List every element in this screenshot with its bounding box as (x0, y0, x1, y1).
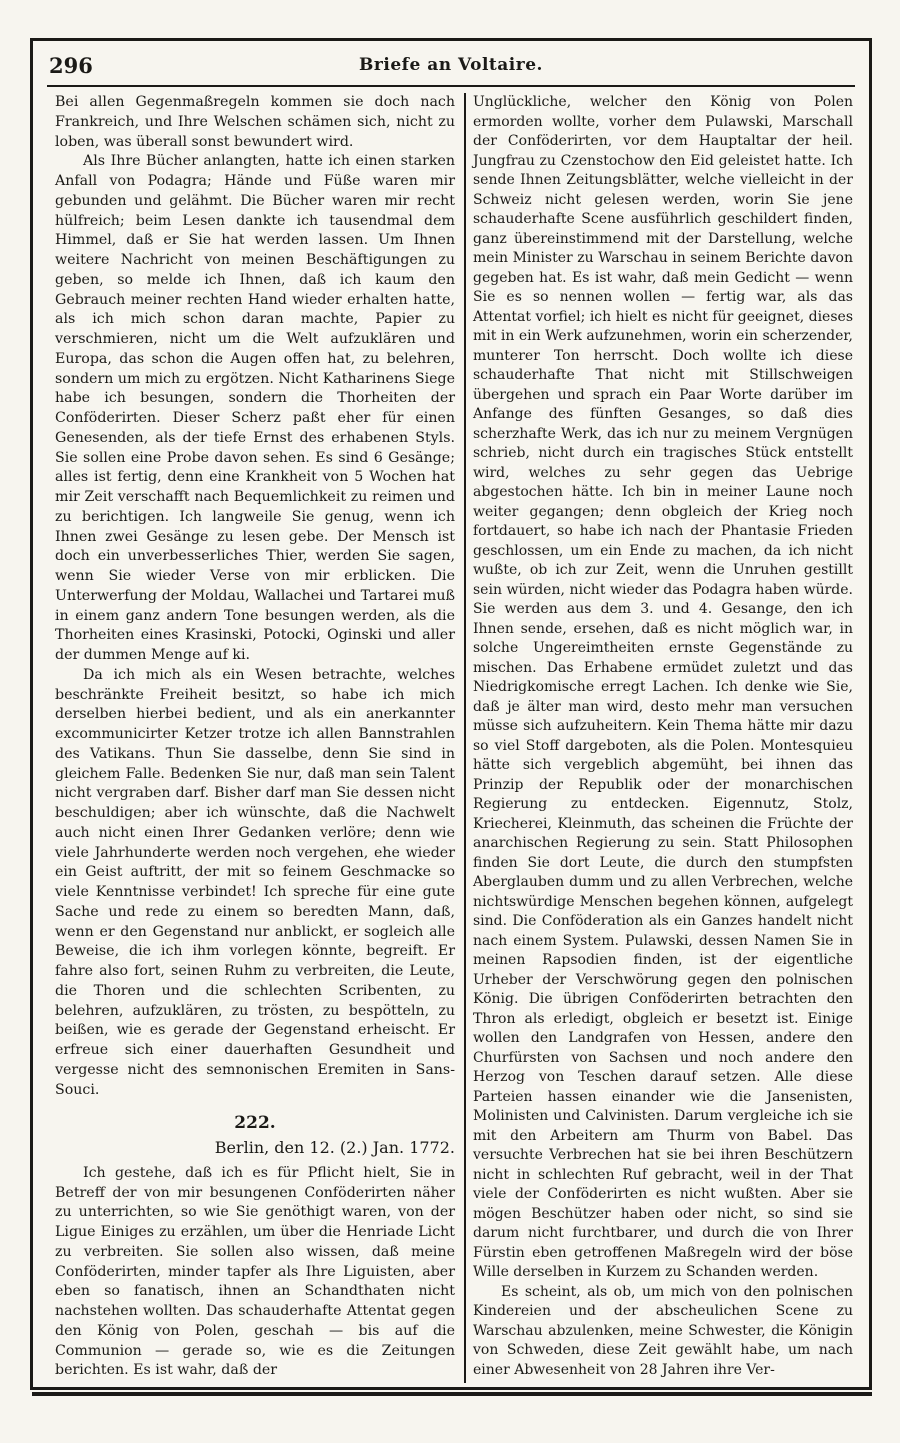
paragraph: Ich gestehe, daß ich es für Pflicht hielt, Sie in Betreff der von mir besungenen Conföderirten näher zu unterrichten, so wie Sie genöthigt waren, von der Ligue Einiges zu erzählen, um über die Henriade Licht zu verbreiten. Sie sollen also wissen, daß meine Conföderirten, minder tapfer als Ihre Liguisten, aber eben so fanatisch, ihnen an Schandthaten nicht nachstehen wollten. Das schauderhafte Attentat gegen den König von Polen, geschah — bis auf die Communion — gerade so, wie es die Zeitungen berichten. Es ist wahr, daß der (55, 1164, 455, 1379)
paragraph: Da ich mich als ein Wesen betrachte, welches beschränkte Freiheit besitzt, so habe ich mich derselben hierbei bedient, und als ein anerkannter excommunicirter Ketzer trotze ich allen Bannstrahlen des Vatikans. Thun Sie dasselbe, denn Sie sind in gleichem Falle. Bedenken Sie nur, daß man sein Talent nicht vergraben darf. Bisher darf man Sie dessen nicht beschuldigen; aber ich wünschte, daß die Nachwelt auch nicht einen Ihrer Gedanken verlöre; denn wie viele Jahrhunderte werden noch vergehen, ehe wieder ein Geist auftritt, der mit so feinem Geschmacke so viele Kenntnisse verbindet! Ich spreche für eine gute Sache und rede zu einem so beredten Mann, daß, wenn er den Gegenstand nur anblickt, er sogleich alle Beweise, die ich ihm vorlegen könnte, begreift. Er fahre also fort, seinen Ruhm zu verbreiten, die Leute, die Thoren und die schlechten Scribenten, zu belehren, aufzuklären, zu trösten, zu bespötteln, zu beißen, wie es gerade der Gegenstand erheischt. Er erfreue sich einer dauerhaften Gesundheit und vergesse nicht des semnonischen Eremiten in Sans-Souci. (55, 666, 455, 1098)
page-frame (30, 38, 872, 1390)
letter-number: 222. (234, 1113, 276, 1134)
paragraph: Unglückliche, welcher den König von Polen ermorden wollte, vorher dem Pulawski, Marschall der Conföderirten, vor dem Hauptaltar der heil. Jungfrau zu Czenstochow den Eid geleistet hatte. Ich sende Ihnen Zeitungsblätter, welche vielleicht in der Schweiz nicht gelesen werden, worin Sie jene schauderhafte Scene ausführlich geschildert finden, ganz übereinstimmend mit der Darstellung, welche mein Minister zu Warschau in seinem Berichte davon gegeben hat. Es ist wahr, daß mein Gedicht — wenn Sie es so nennen wollen — fertig war, als das Attentat vorfiel; ich hielt es nicht für geeignet, dieses mit in ein Werk aufzunehmen, worin ein scherzender, munterer Ton herrscht. Doch wollte ich diese schauderhafte That nicht mit Stillschweigen übergehen und sprach ein Paar Worte darüber im Anfange des fünften Gesanges, so daß dies scherzhafte Werk, das ich nur zu meinem Vergnügen schrieb, nicht durch ein tragisches Stück entstellt wird, welches zu sehr gegen das Uebrige abgestochen hätte. Ich bin in meiner Laune noch weiter gegangen; denn obgleich der Krieg noch fortdauert, so habe ich nach der Phantasie Frieden geschlossen, um ein Ende zu machen, da ich nicht wußte, ob ich zur Zeit, wenn die Unruhen gestillt sein würden, nicht wieder das Podagra haben würde. Sie werden aus dem 3. und 4. Gesange, den ich Ihnen sende, ersehen, daß es nicht möglich war, in solche Ungereimtheiten ernste Gegenstände zu mischen. Das Erhabene ermüdet zuletzt und das Niedrigkomische erregt Lachen. Ich denke wie Sie, daß je älter man wird, desto mehr man versuchen müsse sich aufzuheitern. Kein Thema hätte mir dazu so viel Stoff dargeboten, als die Polen. Montesquieu hätte sich vergeblich abgemüht, bei ihnen das Prinzip der Republik oder der monarchischen Regierung zu entdecken. Eigennutz, Stolz, Kriecherei, Kleinmuth, das scheinen die Früchte der anarchischen Regierung zu sein. Statt Philosophen finden Sie dort Leute, die durch den stumpfsten Aberglauben dumm und zu allen Verbrechen, welche nichtswürdige Menschen begehen können, aufgelegt sind. Die Conföderation als ein Ganzes handelt nicht nach einem System. Pulawski, dessen Namen Sie in meinen Rapsodien finden, ist der eigentliche Urheber der Verschwörung gegen den polnischen König. Die übrigen Conföderirten betrachten den Thron als erledigt, obgleich er besetzt ist. Einige wollen den Landgrafen von Hessen, andere den Churfürsten von Sachsen und noch andere den Herzog von Teschen darauf setzen. Alle diese Parteien hassen einander wie die Jansenisten, Molinisten und Calvinisten. Darum vergleiche ich sie mit den Arbeitern am Thurm von Babel. Das versuchte Verbrechen hat sie bei ihren Beschützern nicht in schlechten Ruf gebracht, weil in der That viele der Conföderirten es nicht wußten. Aber sie mögen Beschützer haben oder nicht, so sind sie darum nicht furchtbarer, und durch die von Ihrer Fürstin eben getroffenen Maßregeln wird der böse Wille derselben in Kurzem zu Schanden werden. (473, 94, 853, 1280)
running-title: Briefe an Voltaire. (359, 55, 543, 75)
page-header (47, 49, 855, 87)
page-number: 296 (49, 53, 93, 78)
page-bottom-rule (32, 1392, 872, 1396)
paragraph: Als Ihre Bücher anlangten, hatte ich einen starken Anfall von Podagra; Hände und Füße waren mir gebunden und gelähmt. Die Bücher waren mir recht hülfreich; beim Lesen dankte ich tausendmal dem Himmel, daß er Sie hat werden lassen. Um Ihnen weitere Nachricht von meinen Beschäftigungen zu geben, so melde ich Ihnen, daß ich kaum den Gebrauch meiner rechten Hand wieder erhalten hatte, als ich mich schon daran machte, Papier zu verschmieren, nicht um die Welt aufzuklären und Europa, das schon die Augen offen hat, zu belehren, sondern um mich zu ergötzen. Nicht Katharinens Siege habe ich besungen, sondern die Thorheiten der Conföderirten. Dieser Scherz paßt eher für einen Genesenden, als der tiefe Ernst des erhabenen Styls. Sie sollen eine Probe davon sehen. Es sind 6 Gesänge; alles ist fertig, denn eine Krankheit von 5 Wochen hat mir Zeit verschafft nach Bequemlichkeit zu reimen und zu berichtigen. Ich langweile Sie genug, wenn ich Ihnen zwei Gesänge zu lesen gebe. Der Mensch ist doch ein unverbesserliches Thier, werden Sie sagen, wenn Sie wieder Verse von mir erblicken. Die Unterwerfung der Moldau, Wallachei und Tartarei muß in einem ganz andern Tone besungen werden, als die Thorheiten eines Krasinski, Potocki, Oginski und aller der dummen Menge auf ki. (55, 153, 455, 663)
letter-dateline: Berlin, den 12. (2.) Jan. 1772. (214, 1138, 455, 1157)
column-divider (464, 93, 466, 1383)
paragraph: Bei allen Gegenmaßregeln kommen sie doch nach Frankreich, und Ihre Welschen schämen sich, nicht zu loben, was überall sonst bewundert wird. (55, 94, 455, 150)
paragraph: Es scheint, als ob, um mich von den polnischen Kindereien und der abscheulichen Scene zu Warschau abzulenken, meine Schwester, die Königin von Schweden, diese Zeit gewählt habe, um nach einer Abwesenheit von 28 Jahren ihre Ver- (473, 1283, 853, 1378)
right-column (473, 93, 853, 1380)
left-column (55, 93, 455, 1381)
